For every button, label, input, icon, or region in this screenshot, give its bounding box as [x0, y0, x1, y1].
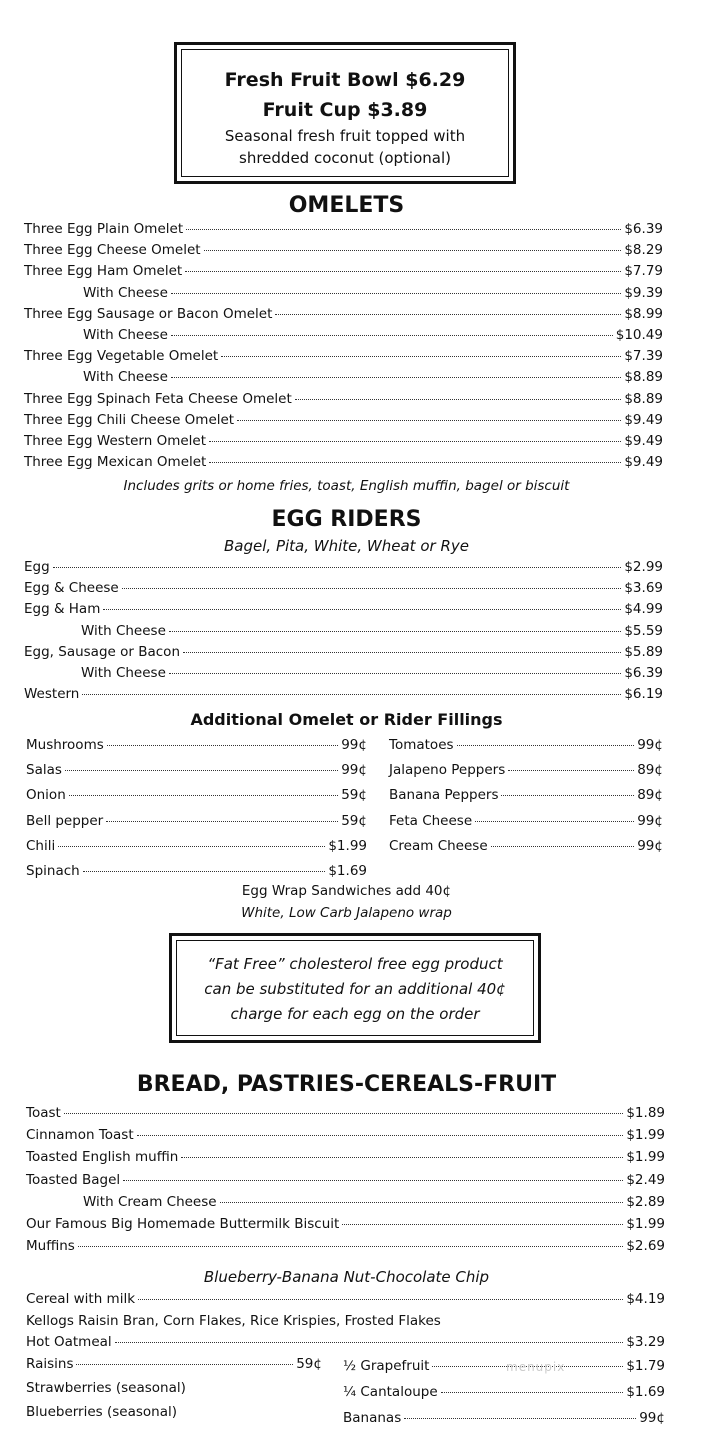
bread-heading: BREAD, PASTRIES-CEREALS-FRUIT — [136, 1072, 557, 1097]
menu-item-name: Our Famous Big Homemade Buttermilk Biscuit — [26, 1216, 340, 1232]
dot-leader — [209, 441, 621, 442]
dot-leader — [186, 229, 621, 230]
menu-item-price: $9.39 — [624, 284, 663, 301]
menu-item-name: Toasted English muffin — [26, 1149, 179, 1166]
menu-item-price: $4.99 — [624, 601, 663, 618]
dot-leader — [237, 420, 621, 421]
dot-leader — [82, 694, 621, 695]
menu-item-price: 59¢ — [341, 812, 367, 829]
fruit-row — [343, 1384, 665, 1404]
dot-leader — [76, 1364, 293, 1365]
menu-item-price: $10.49 — [615, 327, 663, 343]
egg-wrap-types: White, Low Carb Jalapeno wrap — [241, 905, 452, 921]
dot-leader — [64, 1113, 624, 1114]
dot-leader — [169, 673, 621, 674]
menu-item-name: With Cheese — [81, 665, 166, 681]
dot-leader — [115, 1342, 624, 1343]
menu-item-price: 99¢ — [637, 837, 663, 854]
menu-item-price: $1.99 — [626, 1216, 665, 1232]
menu-item-name: With Cheese — [83, 327, 168, 343]
menu-item-price: $2.89 — [626, 1193, 665, 1210]
fruit-cup-line: Fruit Cup $3.89 — [262, 99, 428, 121]
bread-row — [26, 1172, 665, 1192]
menu-item-name: Chili — [26, 837, 56, 854]
menu-item-name: Muffins — [26, 1238, 75, 1255]
dot-leader — [185, 271, 621, 272]
fresh-fruit-box — [174, 42, 516, 184]
fat-free-box-inner-border — [176, 940, 534, 1036]
omelet-row — [83, 285, 663, 305]
menu-item-name: Cinnamon Toast — [26, 1127, 134, 1144]
dot-leader — [501, 795, 634, 796]
menu-item-price: $1.99 — [626, 1127, 665, 1144]
dot-leader — [457, 745, 635, 746]
menu-item-price: $7.39 — [624, 348, 663, 365]
dot-leader — [123, 1180, 623, 1181]
menu-item-name: Western — [24, 686, 80, 703]
egg-rider-row — [24, 559, 663, 579]
omelet-row — [24, 348, 663, 368]
egg-rider-row — [24, 686, 663, 706]
bread-row — [26, 1238, 665, 1258]
menu-item-name: ¼ Cantaloupe — [343, 1384, 438, 1400]
menu-item-name: Toasted Bagel — [26, 1171, 121, 1188]
menu-item-name: Salas — [26, 762, 62, 779]
dot-leader — [404, 1418, 636, 1419]
menu-item-price: $3.29 — [626, 1334, 665, 1350]
menu-item-price: $6.19 — [624, 686, 663, 703]
menu-item-price: 59¢ — [296, 1356, 322, 1372]
menu-item-price: 89¢ — [637, 762, 663, 779]
menu-item-price: $6.39 — [624, 221, 663, 237]
menu-item-name: Jalapeno Peppers — [389, 762, 506, 779]
filling-row — [26, 863, 367, 883]
menu-item-name: Cereal with milk — [26, 1291, 136, 1307]
omelet-row — [24, 391, 663, 411]
menu-item-price: 99¢ — [637, 812, 663, 829]
filling-row — [26, 762, 367, 782]
omelet-row — [83, 327, 663, 347]
bread-row — [26, 1127, 665, 1147]
dot-leader — [204, 250, 622, 251]
menu-item-name: Toast — [26, 1105, 61, 1121]
omelet-row — [24, 263, 663, 283]
menu-item-name: Three Egg Cheese Omelet — [24, 242, 201, 259]
fat-free-line-1: “Fat Free” cholesterol free egg product — [207, 955, 503, 973]
menu-item-name: Banana Peppers — [389, 787, 499, 804]
menu-item-name: Strawberries (seasonal) — [26, 1380, 186, 1396]
fruit-row — [26, 1404, 322, 1424]
menu-item-name: Blueberries (seasonal) — [26, 1404, 178, 1420]
menu-item-price: $1.99 — [626, 1149, 665, 1166]
filling-row — [389, 737, 663, 757]
menu-item-name: Bell pepper — [26, 812, 104, 829]
muffin-flavors: Blueberry-Banana Nut-Chocolate Chip — [203, 1268, 490, 1286]
menu-item-price: $4.19 — [626, 1291, 665, 1307]
omelet-row — [24, 433, 663, 453]
dot-leader — [183, 652, 621, 653]
dot-leader — [103, 609, 621, 610]
menu-item-name: Three Egg Spinach Feta Cheese Omelet — [24, 390, 292, 407]
egg-rider-row — [24, 580, 663, 600]
watermark: menupix — [506, 1360, 566, 1374]
menu-item-name: Three Egg Mexican Omelet — [24, 454, 207, 471]
filling-row — [26, 787, 367, 807]
menu-item-name: Tomatoes — [389, 737, 454, 753]
omelets-includes-note: Includes grits or home fries, toast, English muffin, bagel or biscuit — [123, 478, 570, 494]
dot-leader — [106, 821, 338, 822]
menu-item-name: Raisins — [26, 1356, 74, 1372]
bread-row — [26, 1105, 665, 1125]
dot-leader — [65, 770, 338, 771]
menu-item-price: $1.99 — [328, 837, 367, 854]
menu-item-name: Three Egg Ham Omelet — [24, 263, 183, 280]
dot-leader — [107, 745, 338, 746]
dot-leader — [441, 1392, 624, 1393]
dot-leader — [275, 314, 621, 315]
menu-item-name: Spinach — [26, 863, 80, 879]
menu-item-name: Egg & Cheese — [24, 580, 119, 597]
menu-item-price: $8.89 — [624, 369, 663, 386]
egg-wrap-note: Egg Wrap Sandwiches add 40¢ — [241, 883, 452, 899]
dot-leader — [171, 293, 621, 294]
fruit-description-line-2: shredded coconut (optional) — [239, 149, 451, 167]
dot-leader — [475, 821, 634, 822]
dot-leader — [53, 567, 622, 568]
menu-item-name: Three Egg Vegetable Omelet — [24, 348, 219, 365]
dot-leader — [137, 1135, 624, 1136]
fat-free-box — [169, 933, 541, 1043]
menu-item-price: 99¢ — [341, 737, 367, 753]
dot-leader — [209, 462, 621, 463]
menu-item-price: $2.49 — [626, 1171, 665, 1188]
menu-item-price: $2.99 — [624, 559, 663, 575]
bread-row — [83, 1194, 665, 1214]
bread-row — [26, 1149, 665, 1169]
menu-item-price: $9.49 — [624, 433, 663, 449]
dot-leader — [69, 795, 338, 796]
menu-item-price: $8.29 — [624, 242, 663, 259]
menu-item-name: With Cheese — [81, 622, 166, 639]
filling-row — [389, 787, 663, 807]
dot-leader — [491, 846, 635, 847]
menu-item-price: $1.79 — [626, 1358, 665, 1374]
cereal-row — [26, 1291, 665, 1311]
menu-item-price: $6.39 — [624, 665, 663, 681]
egg-riders-heading: EGG RIDERS — [271, 507, 422, 532]
egg-rider-row — [24, 644, 663, 664]
menu-item-name: Three Egg Plain Omelet — [24, 221, 184, 237]
menu-item-price: 99¢ — [637, 737, 663, 753]
menu-item-price: $3.69 — [624, 580, 663, 597]
omelet-row — [24, 221, 663, 241]
fruit-row — [26, 1356, 322, 1376]
dot-leader — [342, 1224, 623, 1225]
oatmeal-row — [26, 1334, 665, 1354]
menu-item-name: Hot Oatmeal — [26, 1334, 112, 1350]
menu-item-name: ½ Grapefruit — [343, 1358, 430, 1374]
dot-leader — [83, 871, 326, 872]
fruit-row — [343, 1358, 665, 1378]
menu-item-price: $1.69 — [328, 863, 367, 879]
dot-leader — [78, 1246, 623, 1247]
menu-item-name: Cream Cheese — [389, 837, 488, 854]
fat-free-line-2: can be substituted for an additional 40¢ — [204, 980, 506, 998]
menu-item-price: 59¢ — [341, 787, 367, 804]
bread-row — [26, 1216, 665, 1236]
fruit-bowl-line: Fresh Fruit Bowl $6.29 — [224, 69, 466, 91]
omelet-row — [24, 412, 663, 432]
filling-row — [389, 813, 663, 833]
omelet-row — [24, 454, 663, 474]
menu-item-price: $1.69 — [626, 1384, 665, 1400]
filling-row — [26, 813, 367, 833]
dot-leader — [220, 1202, 624, 1203]
fruit-row — [343, 1410, 665, 1430]
omelets-heading: OMELETS — [288, 193, 405, 218]
menu-item-price: 99¢ — [639, 1410, 665, 1426]
fruit-row — [26, 1380, 322, 1400]
menu-item-name: Mushrooms — [26, 737, 104, 753]
menu-item-price: $8.89 — [624, 390, 663, 407]
menu-item-name: Three Egg Chili Cheese Omelet — [24, 411, 235, 428]
fat-free-line-3: charge for each egg on the order — [230, 1005, 480, 1023]
filling-row — [26, 737, 367, 757]
menu-item-price: 99¢ — [341, 762, 367, 779]
fruit-description-line-1: Seasonal fresh fruit topped with — [224, 127, 466, 145]
omelet-row — [83, 369, 663, 389]
egg-rider-row — [24, 601, 663, 621]
menu-item-price: $1.89 — [626, 1105, 665, 1121]
menu-item-name: With Cheese — [83, 284, 168, 301]
fresh-fruit-box-inner-border — [181, 49, 509, 177]
dot-leader — [295, 399, 622, 400]
omelet-row — [24, 306, 663, 326]
menu-item-name: Egg & Ham — [24, 601, 101, 618]
menu-item-price: $5.89 — [624, 643, 663, 660]
menu-item-name: Onion — [26, 787, 66, 804]
egg-rider-row — [81, 623, 663, 643]
menu-item-price: $9.49 — [624, 411, 663, 428]
dot-leader — [508, 770, 634, 771]
menu-item-price: 89¢ — [637, 787, 663, 804]
dot-leader — [169, 631, 621, 632]
dot-leader — [171, 377, 621, 378]
menu-item-name: With Cheese — [83, 369, 168, 386]
fillings-heading: Additional Omelet or Rider Fillings — [190, 710, 503, 729]
cereal-types: Kellogs Raisin Bran, Corn Flakes, Rice Krispies, Frosted Flakes — [26, 1313, 441, 1329]
menu-item-name: With Cream Cheese — [83, 1193, 217, 1210]
dot-leader — [181, 1157, 623, 1158]
menu-item-name: Three Egg Western Omelet — [24, 433, 207, 449]
menu-item-price: $7.79 — [624, 263, 663, 280]
dot-leader — [58, 846, 325, 847]
menu-item-name: Egg — [24, 559, 50, 575]
menu-item-price: $8.99 — [624, 305, 663, 322]
dot-leader — [221, 356, 621, 357]
menu-item-name: Three Egg Sausage or Bacon Omelet — [24, 305, 273, 322]
dot-leader — [138, 1299, 623, 1300]
menu-item-price: $5.59 — [624, 622, 663, 639]
menu-item-price: $9.49 — [624, 454, 663, 471]
menu-item-name: Bananas — [343, 1410, 402, 1426]
menu-item-name: Feta Cheese — [389, 812, 473, 829]
filling-row — [389, 762, 663, 782]
omelet-row — [24, 242, 663, 262]
filling-row — [389, 838, 663, 858]
filling-row — [26, 838, 367, 858]
dot-leader — [171, 335, 613, 336]
menu-item-name: Egg, Sausage or Bacon — [24, 643, 180, 660]
dot-leader — [122, 588, 622, 589]
egg-rider-row — [81, 665, 663, 685]
egg-riders-bread-options: Bagel, Pita, White, Wheat or Rye — [224, 537, 469, 555]
menu-item-price: $2.69 — [626, 1238, 665, 1255]
